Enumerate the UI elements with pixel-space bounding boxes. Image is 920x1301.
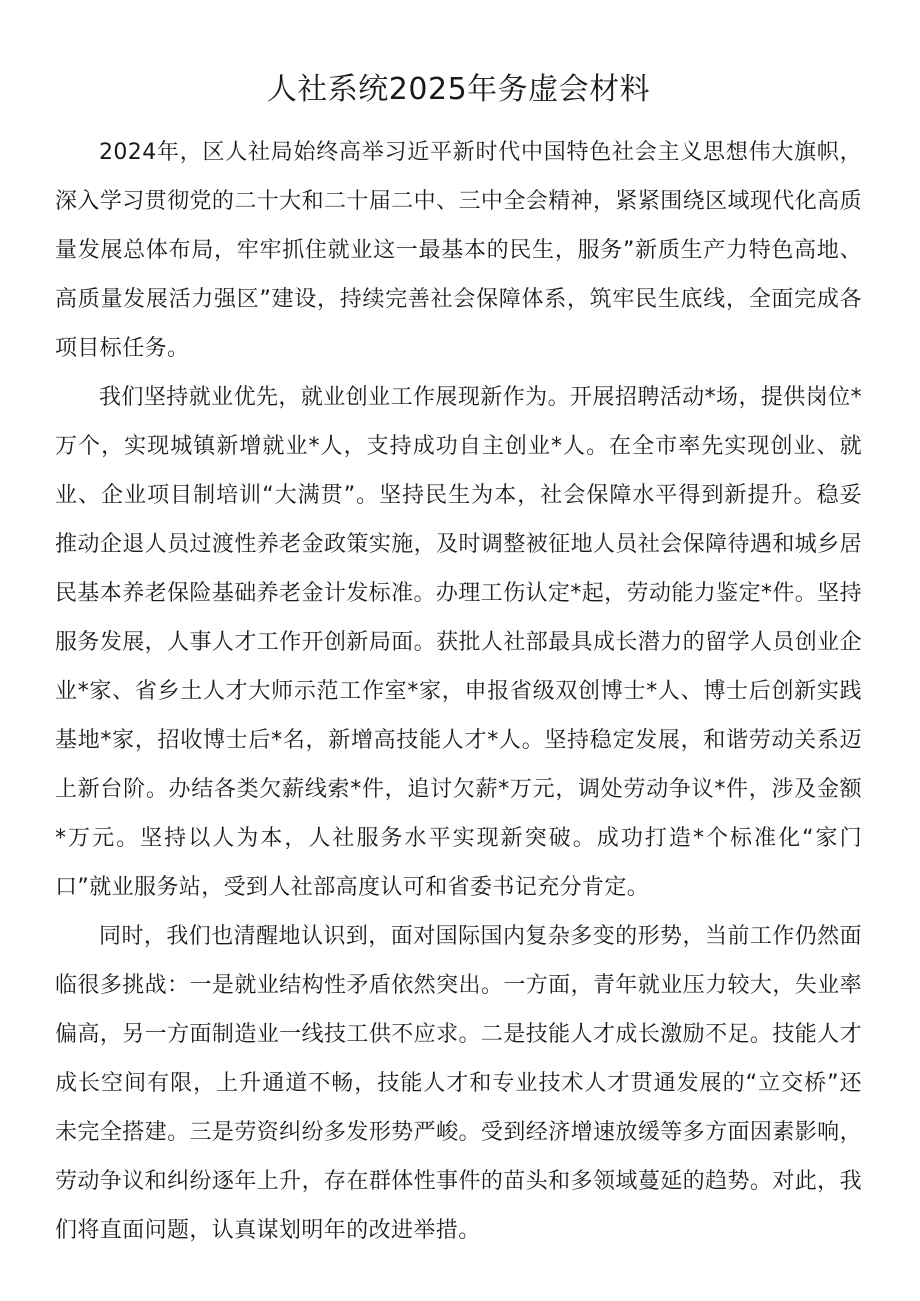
document-title: 人社系统2025年务虚会材料 (266, 72, 651, 107)
paragraph-achievements: 我们坚持就业优先，就业创业工作展现新作为。开展招聘活动*场，提供岗位*万个，实现城镇新增就业*人，支持成功自主创业*人。在全市率先实现创业、就业、企业项目制培训“大满贯”。坚持民生为本，社会保障水平得到新提升。稳妥推动企退人员过渡性养老金政策实施，及时调整被征地人员社会保障待遇和城乡居民基本养老保险基础养老金计发标准。办理工伤认定*起，劳动能力鉴定*件。坚持服务发展，人事人才工作开创新局面。获批人社部最具成长潜力的留学人员创业企业*家、省乡土人才大师示范工作室*家，申报省级双创博士*人、博士后创新实践基地*家，招收博士后*名，新增高技能人才*人。坚持稳定发展，和谐劳动关系迈上新台阶。办结各类欠薪线索*件，追讨欠薪*万元，调处劳动争议*件，涉及金额*万元。坚持以人为本，人社服务水平实现新突破。成功打造*个标准化“家门口”就业服务站，受到人社部高度认可和省委书记充分肯定。 (55, 385, 862, 900)
paragraph-challenges: 同时，我们也清醒地认识到，面对国际国内复杂多变的形势，当前工作仍然面临很多挑战：一是就业结构性矛盾依然突出。一方面，青年就业压力较大，失业率偏高，另一方面制造业一线技工供不应求。二是技能人才成长激励不足。技能人才成长空间有限，上升通道不畅，技能人才和专业技术人才贯通发展的“立交桥”还未完全搭建。三是劳资纠纷多发形势严峻。受到经济增速放缓等多方面因素影响，劳动争议和纠纷逐年上升，存在群体性事件的苗头和多领域蔓延的趋势。对此，我们将直面问题，认真谋划明年的改进举措。 (55, 924, 862, 1243)
paragraph-summary: 2024年，区人社局始终高举习近平新时代中国特色社会主义思想伟大旗帜，深入学习贯彻党的二十大和二十届二中、三中全会精神，紧紧围绕区域现代化高质量发展总体布局，牢牢抓住就业这一最基本的民生，服务”新质生产力特色高地、高质量发展活力强区”建设，持续完善社会保障体系，筑牢民生底线，全面完成各项目标任务。 (55, 140, 862, 361)
